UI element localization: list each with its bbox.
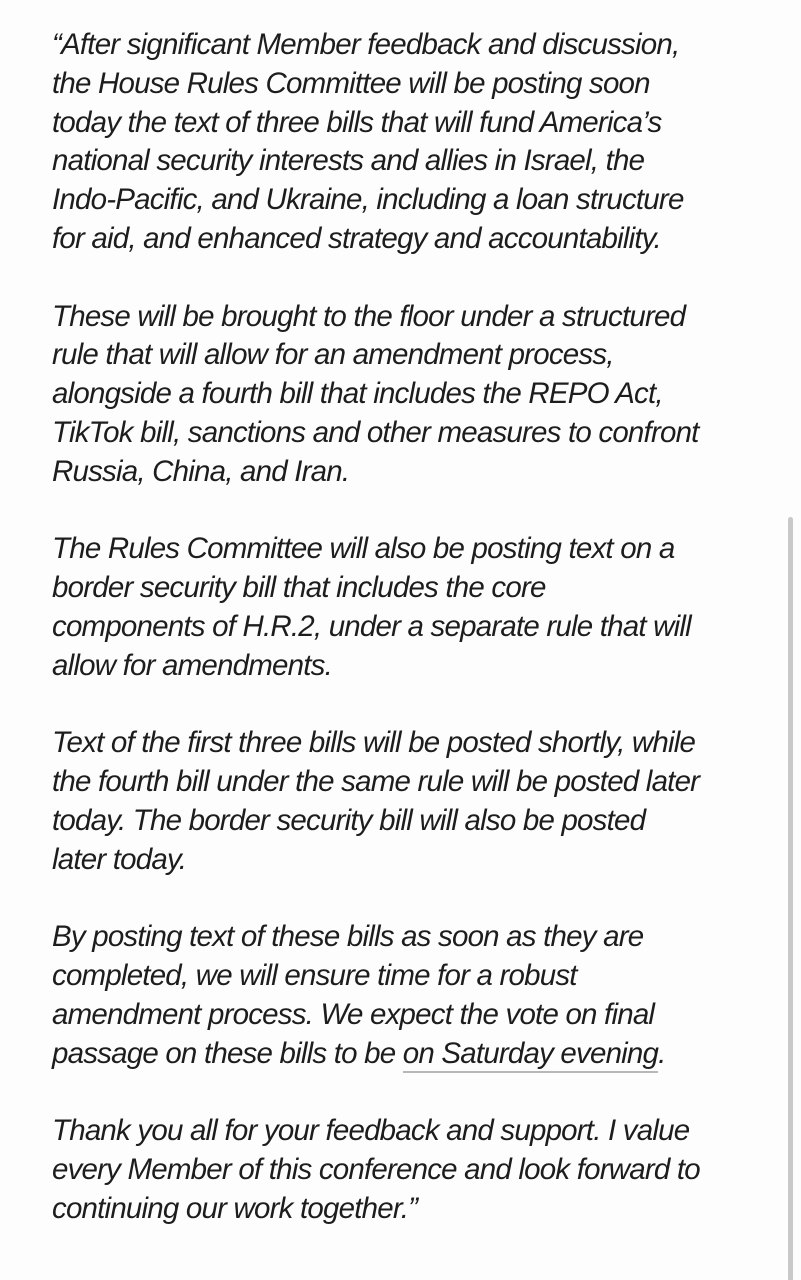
text-line [52, 569, 761, 608]
paragraph [52, 26, 761, 259]
paragraph [52, 724, 761, 879]
text-line [52, 802, 761, 841]
text-segment: the House Rules Committee will be posting soon [52, 66, 650, 100]
text-line [52, 1112, 761, 1151]
text-line [52, 1190, 761, 1229]
text-segment: national security interests and allies in Israel, the [52, 144, 645, 178]
text-line [52, 1151, 761, 1190]
text-line [52, 608, 761, 647]
text-segment: continuing our work together.” [52, 1191, 418, 1225]
text-segment: amendment process. We expect the vote on final [52, 997, 655, 1031]
text-segment: Text of the first three bills will be posted shortly, while [52, 726, 696, 760]
text-segment: later today. [52, 842, 187, 876]
text-line [52, 763, 761, 802]
text-line [52, 181, 761, 220]
text-segment: These will be brought to the floor under a structured [52, 299, 686, 333]
text-line [52, 26, 761, 65]
scrollbar-thumb[interactable] [788, 517, 793, 1280]
text-line [52, 724, 761, 763]
text-segment: rule that will allow for an amendment process, [52, 338, 614, 372]
text-segment: alongside a fourth bill that includes the REPO Act, [52, 377, 663, 411]
text-line [52, 336, 761, 375]
text-line [52, 298, 761, 337]
text-line [52, 996, 761, 1035]
text-segment: for aid, and enhanced strategy and accountability. [52, 221, 661, 255]
paragraph [52, 918, 761, 1073]
text-segment: Russia, China, and Iran. [52, 454, 350, 488]
text-segment: Thank you all for your feedback and support. I value [52, 1114, 690, 1148]
paragraph [52, 298, 761, 492]
text-segment: . [658, 1036, 666, 1070]
text-segment: components of H.R.2, under a separate rule that will [52, 609, 691, 643]
text-segment: the fourth bill under the same rule will be posted later [52, 765, 700, 799]
text-line [52, 918, 761, 957]
text-segment: “After significant Member feedback and discussion, [52, 28, 680, 61]
text-line [52, 375, 761, 414]
paragraph [52, 530, 761, 685]
text-segment: passage on these bills to be [52, 1036, 403, 1070]
text-line [52, 647, 761, 686]
text-segment: completed, we will ensure time for a robust [52, 959, 577, 993]
text-line [52, 453, 761, 492]
text-line [52, 104, 761, 143]
text-line [52, 530, 761, 569]
text-segment: every Member of this conference and look forward to [52, 1153, 700, 1187]
text-segment: By posting text of these bills as soon as they are [52, 920, 644, 954]
text-segment: border security bill that includes the core [52, 571, 546, 605]
text-segment: The Rules Committee will also be posting text on a [52, 532, 675, 566]
text-segment: today. The border security bill will also be posted [52, 803, 646, 837]
text-line [52, 957, 761, 996]
text-line [52, 841, 761, 880]
paragraph [52, 1112, 761, 1228]
text-segment: Indo-Pacific, and Ukraine, including a loan structure [52, 183, 684, 217]
underlined-text: on Saturday evening [403, 1037, 658, 1074]
statement-text [52, 26, 761, 1268]
text-line [52, 414, 761, 453]
text-line [52, 1035, 761, 1074]
text-line [52, 142, 761, 181]
text-segment: today the text of three bills that will fund America’s [52, 105, 662, 139]
text-line [52, 65, 761, 104]
text-line [52, 220, 761, 259]
text-segment: TikTok bill, sanctions and other measures to confront [52, 415, 699, 449]
text-segment: allow for amendments. [52, 648, 332, 682]
